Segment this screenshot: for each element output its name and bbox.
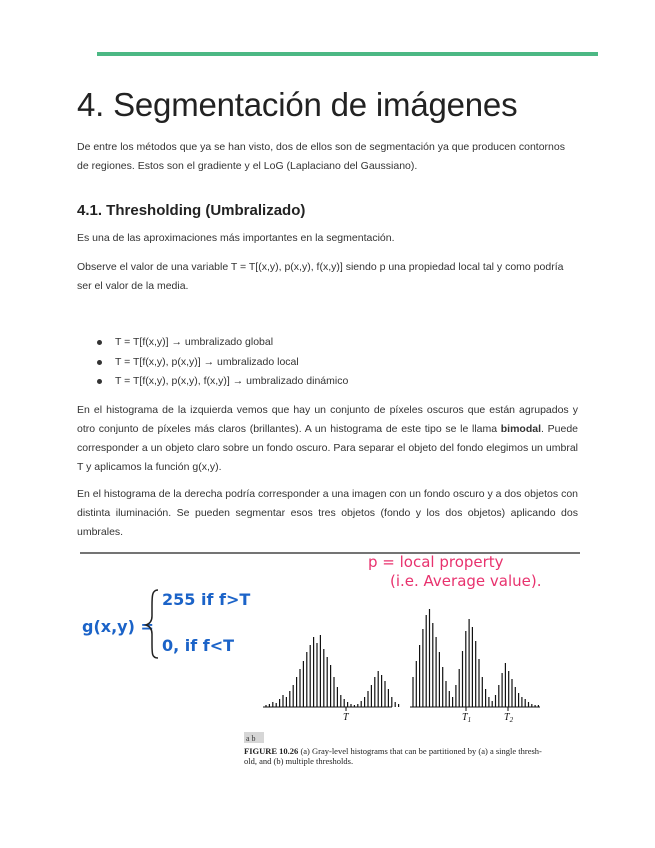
figure-caption-line-2: old, and (b) multiple thresholds. <box>244 756 354 766</box>
threshold-t2-label: $T_2$ <box>504 712 514 724</box>
list-item: T = T[f(x,y), p(x,y)] → umbralizado local <box>97 353 348 373</box>
formula-case-1: 255 if f>T <box>162 590 251 609</box>
formula-case-2: 0, if f<T <box>162 636 235 655</box>
page-title: 4. Segmentación de imágenes <box>77 86 518 123</box>
bimodal-term: bimodal <box>500 423 542 435</box>
list-item: T = T[f(x,y), p(x,y), f(x,y)] → umbralizado dinámico <box>97 372 348 392</box>
paragraph-3: En el histograma de la izquierda vemos que hay un conjunto de píxeles oscuros que están agrupados y otro conjunto de píxeles más claros (brillantes). A un histograma de este tipo se le llama bimodal. Puede corresponder a un objeto claro sobre un fondo oscuro. Para separar el objeto del fondo elegimos un umbral T y aplicamos la función g(x,y). <box>77 404 578 473</box>
paragraph-1: Es una de las aproximaciones más importantes en la segmentación. <box>77 232 395 244</box>
section-title: 4.1. Thresholding (Umbralizado) <box>77 202 306 219</box>
histogram-b <box>413 609 538 707</box>
top-rule <box>97 52 598 56</box>
paragraph-4: En el histograma de la derecha podría corresponder a una imagen con un fondo oscuro y a dos objetos con distinta iluminación. Se pueden segmentar esos tres objetos (fondo y los dos objetos) aplicando dos umbrales. <box>77 488 578 538</box>
note-line-2: (i.e. Average value). <box>390 572 542 590</box>
bullet-icon <box>97 379 102 384</box>
threshold-figure <box>80 550 580 780</box>
threshold-t1-label: $T_1$ <box>462 712 472 724</box>
histogram-a <box>266 635 399 707</box>
note-line-1: p = local property <box>368 553 504 571</box>
list-item: T = T[f(x,y)] → umbralizado global <box>97 333 348 353</box>
bullet-icon <box>97 340 102 345</box>
paragraph-2: Observe el valor de una variable T = T[(x,y), p(x,y), f(x,y)] siendo p una propiedad local tal y como podría ser el valor de la media. <box>77 261 564 292</box>
panel-tag: a b <box>246 734 256 743</box>
bullet-icon <box>97 360 102 365</box>
threshold-types-list <box>97 333 348 392</box>
intro-paragraph: De entre los métodos que ya se han visto, dos de ellos son de segmentación ya que producen contornos de regiones. Estos son el gradiente y el LoG (Laplaciano del Gaussiano). <box>77 141 565 172</box>
figure-canvas <box>80 550 580 780</box>
figure-caption-line-1: FIGURE 10.26 (a) Gray-level histograms that can be partitioned by (a) a single thresh- <box>244 746 542 756</box>
threshold-t-label: T <box>343 712 349 723</box>
formula-lhs: g(x,y) = <box>82 617 154 636</box>
